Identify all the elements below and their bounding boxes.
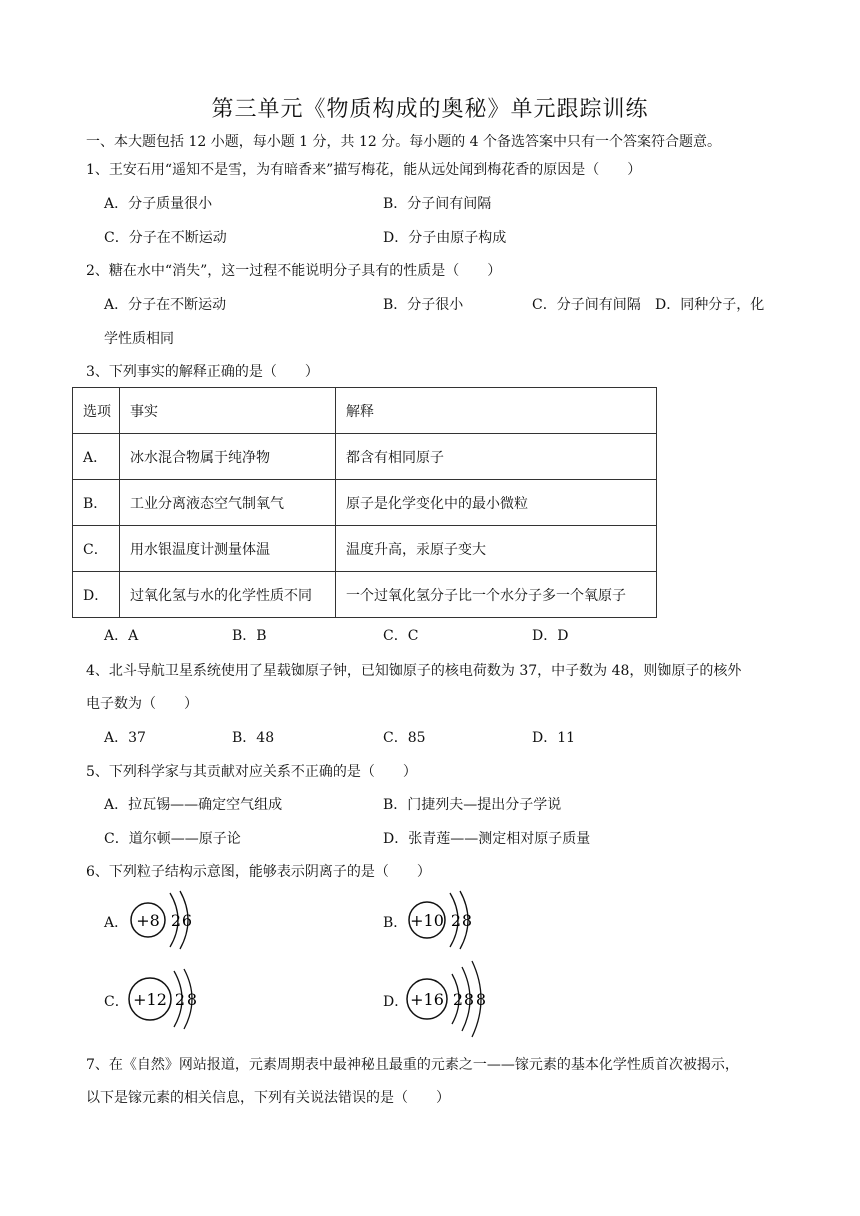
question-4-stem: 4、北斗导航卫星系统使用了星载铷原子钟，已知铷原子的核电荷数为 37，中子数为 48，则铷原子的核外 bbox=[86, 663, 742, 679]
question-6-stem: 6、下列粒子结构示意图，能够表示阴离子的是（ ） bbox=[86, 864, 431, 880]
shell-electron-count: 6 bbox=[181, 911, 193, 930]
table-cell: B． bbox=[73, 480, 120, 526]
table-cell: 工业分离液态空气制氧气 bbox=[120, 480, 336, 526]
table-row bbox=[73, 526, 657, 572]
table-cell: 温度升高，汞原子变大 bbox=[336, 526, 657, 572]
q2-option-b: B．分子很小 bbox=[383, 297, 464, 313]
header-option: 选项 bbox=[73, 388, 120, 434]
table-cell: 都含有相同原子 bbox=[336, 434, 657, 480]
q5-option-b: B．门捷列夫—提出分子学说 bbox=[383, 797, 562, 813]
table-cell: 用水银温度计测量体温 bbox=[120, 526, 336, 572]
q2-option-a: A．分子在不断运动 bbox=[104, 297, 227, 313]
q5-option-a: A．拉瓦锡——确定空气组成 bbox=[104, 797, 283, 813]
q6-option-a-label: A． bbox=[104, 915, 129, 931]
atom-diagram-b bbox=[406, 885, 496, 955]
section-intro: 一、本大题包括 12 小题，每小题 1 分，共 12 分。每小题的 4 个备选答案中只有一个答案符合题意。 bbox=[86, 134, 722, 150]
page-title: 第三单元《物质构成的奥秘》单元跟踪训练 bbox=[211, 97, 649, 122]
q2-option-d: D．同种分子，化 bbox=[655, 297, 765, 313]
q5-option-c: C．道尔顿——原子论 bbox=[104, 831, 241, 847]
table-cell: 冰水混合物属于纯净物 bbox=[120, 434, 336, 480]
q3-option-a: A．A bbox=[104, 628, 139, 644]
shell-electron-count: 2 bbox=[452, 990, 464, 1009]
q1-option-a: A．分子质量很小 bbox=[104, 196, 213, 212]
q3-option-d: D．D bbox=[532, 628, 569, 644]
q5-option-d: D．张青莲——测定相对原子质量 bbox=[383, 831, 591, 847]
table-row bbox=[73, 480, 657, 526]
table-cell: 过氧化氢与水的化学性质不同 bbox=[120, 572, 336, 618]
q2-option-d-continued: 学性质相同 bbox=[104, 331, 174, 347]
question-7-stem-continued: 以下是镓元素的相关信息，下列有关说法错误的是（ ） bbox=[86, 1090, 450, 1106]
q3-option-c: C．C bbox=[383, 628, 419, 644]
table-row bbox=[73, 434, 657, 480]
table-row bbox=[73, 572, 657, 618]
shell-electron-count: 2 bbox=[170, 911, 182, 930]
q6-option-c-label: C． bbox=[104, 994, 129, 1010]
header-explanation: 解释 bbox=[336, 388, 657, 434]
table-header-row bbox=[73, 388, 657, 434]
shell-electron-count: 8 bbox=[461, 911, 473, 930]
question-3-stem: 3、下列事实的解释正确的是（ ） bbox=[86, 364, 319, 380]
table-cell: A． bbox=[73, 434, 120, 480]
atom-diagram-d bbox=[406, 958, 506, 1040]
q4-option-b: B．48 bbox=[232, 730, 275, 746]
q4-option-c: C．85 bbox=[383, 730, 426, 746]
nucleus-charge-label: +16 bbox=[410, 990, 444, 1009]
header-fact: 事实 bbox=[120, 388, 336, 434]
table-cell: D． bbox=[73, 572, 120, 618]
shell-electron-count: 2 bbox=[174, 990, 186, 1009]
question-4-stem-continued: 电子数为（ ） bbox=[86, 696, 198, 712]
q1-option-b: B．分子间有间隔 bbox=[383, 196, 492, 212]
q1-option-d: D．分子由原子构成 bbox=[383, 230, 507, 246]
table-cell: 一个过氧化氢分子比一个水分子多一个氧原子 bbox=[336, 572, 657, 618]
table-cell: C． bbox=[73, 526, 120, 572]
nucleus-charge-label: +10 bbox=[410, 911, 444, 930]
atom-diagram-a bbox=[128, 885, 208, 955]
q4-option-a: A．37 bbox=[104, 730, 146, 746]
question-1-stem: 1、王安石用“遥知不是雪，为有暗香来”描写梅花，能从远处闻到梅花香的原因是（ ） bbox=[86, 162, 642, 178]
atom-diagram-c bbox=[128, 963, 218, 1035]
question-7-stem: 7、在《自然》网站报道，元素周期表中最神秘且最重的元素之一——镓元素的基本化学性质首次被揭示， bbox=[86, 1057, 739, 1073]
shell-electron-count: 8 bbox=[463, 990, 475, 1009]
q2-option-c: C．分子间有间隔 bbox=[532, 297, 641, 313]
nucleus-charge-label: +8 bbox=[136, 911, 160, 930]
q1-option-c: C．分子在不断运动 bbox=[104, 230, 227, 246]
question-2-stem: 2、糖在水中“消失”，这一过程不能说明分子具有的性质是（ ） bbox=[86, 263, 502, 279]
q6-option-b-label: B． bbox=[383, 915, 408, 931]
facts-table bbox=[72, 387, 657, 618]
nucleus-charge-label: +12 bbox=[133, 990, 167, 1009]
q4-option-d: D．11 bbox=[532, 730, 576, 746]
shell-electron-count: 8 bbox=[475, 990, 487, 1009]
question-5-stem: 5、下列科学家与其贡献对应关系不正确的是（ ） bbox=[86, 764, 417, 780]
table-cell: 原子是化学变化中的最小微粒 bbox=[336, 480, 657, 526]
shell-electron-count: 8 bbox=[186, 990, 198, 1009]
q6-option-d-label: D． bbox=[383, 994, 409, 1010]
q3-option-b: B．B bbox=[232, 628, 267, 644]
shell-electron-count: 2 bbox=[450, 911, 462, 930]
